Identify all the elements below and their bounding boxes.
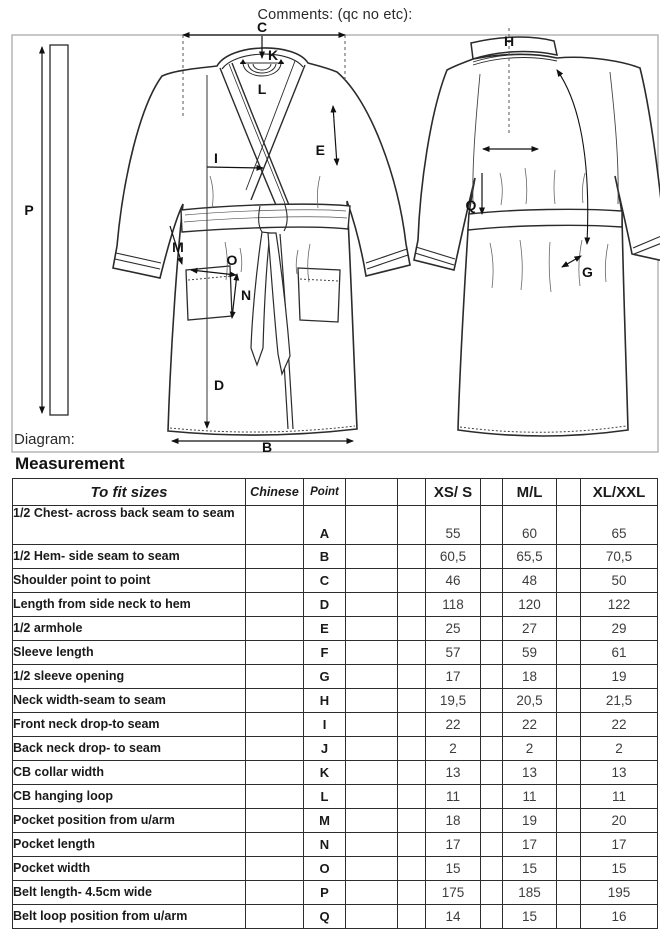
cell-chinese xyxy=(246,569,304,593)
cell-point: P xyxy=(304,881,346,905)
cell-blank xyxy=(481,506,503,545)
cell-xl: 15 xyxy=(581,857,658,881)
cell-blank xyxy=(481,617,503,641)
measurement-table xyxy=(12,478,658,929)
cell-blank xyxy=(481,665,503,689)
cell-label: Front neck drop-to seam xyxy=(13,713,246,737)
cell-ml: 60 xyxy=(503,506,557,545)
diagram-caption: Diagram: xyxy=(14,431,75,448)
cell-blank xyxy=(346,809,398,833)
spec-row-d xyxy=(13,593,658,617)
dim-label-o: O xyxy=(226,252,238,268)
cell-chinese xyxy=(246,881,304,905)
cell-blank xyxy=(398,785,426,809)
cell-xs: 13 xyxy=(426,761,481,785)
cell-xs: 2 xyxy=(426,737,481,761)
spec-row-l xyxy=(13,785,658,809)
cell-blank xyxy=(346,713,398,737)
cell-blank xyxy=(346,506,398,545)
spec-row-n xyxy=(13,833,658,857)
cell-xl: 65 xyxy=(581,506,658,545)
spec-row-c xyxy=(13,569,658,593)
cell-ml: 18 xyxy=(503,665,557,689)
cell-point: K xyxy=(304,761,346,785)
dim-label-b: B xyxy=(261,439,273,455)
header-size-xl: XL/XXL xyxy=(581,479,658,506)
cell-point: F xyxy=(304,641,346,665)
cell-blank xyxy=(398,713,426,737)
cell-blank xyxy=(557,785,581,809)
cell-blank xyxy=(346,857,398,881)
cell-blank xyxy=(346,641,398,665)
cell-point: D xyxy=(304,593,346,617)
cell-blank xyxy=(398,809,426,833)
cell-label: 1/2 armhole xyxy=(13,617,246,641)
cell-chinese xyxy=(246,809,304,833)
cell-blank xyxy=(481,833,503,857)
cell-chinese xyxy=(246,545,304,569)
spec-row-b xyxy=(13,545,658,569)
cell-label: CB collar width xyxy=(13,761,246,785)
cell-blank xyxy=(481,785,503,809)
cell-blank xyxy=(557,665,581,689)
cell-label: Length from side neck to hem xyxy=(13,593,246,617)
cell-xl: 70,5 xyxy=(581,545,658,569)
cell-blank xyxy=(398,761,426,785)
cell-ml: 120 xyxy=(503,593,557,617)
cell-blank xyxy=(557,593,581,617)
cell-xl: 13 xyxy=(581,761,658,785)
cell-xs: 19,5 xyxy=(426,689,481,713)
cell-ml: 19 xyxy=(503,809,557,833)
spec-row-f xyxy=(13,641,658,665)
cell-ml: 27 xyxy=(503,617,557,641)
cell-chinese xyxy=(246,689,304,713)
dim-label-c: C xyxy=(256,19,268,35)
cell-label: Sleeve length xyxy=(13,641,246,665)
cell-blank xyxy=(346,881,398,905)
cell-blank xyxy=(481,713,503,737)
cell-xl: 22 xyxy=(581,713,658,737)
belt-bar-drawing xyxy=(42,45,68,415)
cell-xl: 61 xyxy=(581,641,658,665)
cell-chinese xyxy=(246,665,304,689)
cell-label: Pocket width xyxy=(13,857,246,881)
cell-label: Belt length- 4.5cm wide xyxy=(13,881,246,905)
cell-blank xyxy=(398,593,426,617)
cell-blank xyxy=(398,833,426,857)
cell-blank xyxy=(481,569,503,593)
cell-point: O xyxy=(304,857,346,881)
header-size-xs: XS/ S xyxy=(426,479,481,506)
header-point: Point xyxy=(304,479,346,506)
cell-blank xyxy=(346,761,398,785)
cell-point: A xyxy=(304,506,346,545)
cell-label: Shoulder point to point xyxy=(13,569,246,593)
cell-blank xyxy=(346,617,398,641)
cell-chinese xyxy=(246,761,304,785)
header-blank-4 xyxy=(557,479,581,506)
cell-chinese xyxy=(246,506,304,545)
cell-blank xyxy=(557,761,581,785)
cell-label: 1/2 Chest- across back seam to seam xyxy=(13,506,246,545)
cell-point: Q xyxy=(304,905,346,929)
cell-xs: 25 xyxy=(426,617,481,641)
cell-blank xyxy=(557,809,581,833)
cell-point: I xyxy=(304,713,346,737)
cell-blank xyxy=(481,689,503,713)
cell-xs: 18 xyxy=(426,809,481,833)
cell-point: M xyxy=(304,809,346,833)
cell-xs: 46 xyxy=(426,569,481,593)
cell-xl: 16 xyxy=(581,905,658,929)
cell-point: G xyxy=(304,665,346,689)
cell-ml: 22 xyxy=(503,713,557,737)
cell-xs: 55 xyxy=(426,506,481,545)
cell-blank xyxy=(398,569,426,593)
cell-ml: 59 xyxy=(503,641,557,665)
cell-ml: 20,5 xyxy=(503,689,557,713)
cell-blank xyxy=(557,833,581,857)
cell-blank xyxy=(481,737,503,761)
cell-xl: 19 xyxy=(581,665,658,689)
cell-blank xyxy=(398,506,426,545)
cell-chinese xyxy=(246,641,304,665)
dim-label-h: H xyxy=(504,33,515,49)
cell-blank xyxy=(346,905,398,929)
header-blank-3 xyxy=(481,479,503,506)
cell-xl: 2 xyxy=(581,737,658,761)
back-robe-drawing xyxy=(414,37,660,436)
spec-row-h xyxy=(13,689,658,713)
cell-ml: 2 xyxy=(503,737,557,761)
cell-xs: 15 xyxy=(426,857,481,881)
cell-xs: 17 xyxy=(426,665,481,689)
cell-blank xyxy=(481,809,503,833)
cell-blank xyxy=(398,617,426,641)
cell-blank xyxy=(481,857,503,881)
dim-label-n: N xyxy=(241,287,252,303)
measurement-heading: Measurement xyxy=(15,454,125,473)
cell-blank xyxy=(346,785,398,809)
cell-chinese xyxy=(246,713,304,737)
cell-blank xyxy=(557,857,581,881)
cell-blank xyxy=(557,905,581,929)
cell-blank xyxy=(481,641,503,665)
garment-diagram xyxy=(10,18,660,455)
dim-label-d: D xyxy=(214,377,225,393)
cell-chinese xyxy=(246,593,304,617)
cell-chinese xyxy=(246,737,304,761)
spec-row-j xyxy=(13,737,658,761)
cell-blank xyxy=(346,569,398,593)
cell-ml: 17 xyxy=(503,833,557,857)
cell-blank xyxy=(398,881,426,905)
cell-blank xyxy=(557,506,581,545)
cell-xl: 50 xyxy=(581,569,658,593)
spec-row-g xyxy=(13,665,658,689)
cell-blank xyxy=(398,641,426,665)
dim-label-l: L xyxy=(257,81,267,97)
cell-blank xyxy=(398,857,426,881)
cell-blank xyxy=(557,713,581,737)
cell-chinese xyxy=(246,617,304,641)
cell-blank xyxy=(346,593,398,617)
header-chinese: Chinese xyxy=(246,479,304,506)
cell-blank xyxy=(398,545,426,569)
cell-blank xyxy=(557,545,581,569)
cell-ml: 15 xyxy=(503,857,557,881)
cell-xl: 21,5 xyxy=(581,689,658,713)
spec-row-o xyxy=(13,857,658,881)
cell-point: B xyxy=(304,545,346,569)
dim-label-q: Q xyxy=(465,197,477,213)
spec-row-i xyxy=(13,713,658,737)
cell-chinese xyxy=(246,833,304,857)
cell-blank xyxy=(398,665,426,689)
cell-xs: 22 xyxy=(426,713,481,737)
cell-chinese xyxy=(246,785,304,809)
cell-label: Belt loop position from u/arm xyxy=(13,905,246,929)
cell-point: N xyxy=(304,833,346,857)
table-header-row xyxy=(13,479,658,506)
cell-ml: 48 xyxy=(503,569,557,593)
cell-label: 1/2 sleeve opening xyxy=(13,665,246,689)
cell-ml: 65,5 xyxy=(503,545,557,569)
dim-label-p: P xyxy=(24,202,34,218)
spec-row-e xyxy=(13,617,658,641)
spec-row-k xyxy=(13,761,658,785)
cell-xs: 57 xyxy=(426,641,481,665)
cell-blank xyxy=(481,905,503,929)
cell-xs: 17 xyxy=(426,833,481,857)
cell-blank xyxy=(398,689,426,713)
cell-xl: 195 xyxy=(581,881,658,905)
cell-chinese xyxy=(246,857,304,881)
cell-blank xyxy=(557,617,581,641)
cell-label: 1/2 Hem- side seam to seam xyxy=(13,545,246,569)
cell-blank xyxy=(481,593,503,617)
cell-blank xyxy=(398,737,426,761)
cell-blank xyxy=(481,545,503,569)
cell-point: H xyxy=(304,689,346,713)
cell-blank xyxy=(557,881,581,905)
dim-label-k: K xyxy=(268,47,279,63)
comments-label: Comments: (qc no etc): xyxy=(257,7,413,23)
cell-label: CB hanging loop xyxy=(13,785,246,809)
spec-row-q xyxy=(13,905,658,929)
cell-point: C xyxy=(304,569,346,593)
header-blank-2 xyxy=(398,479,426,506)
cell-blank xyxy=(346,737,398,761)
cell-blank xyxy=(557,737,581,761)
cell-label: Neck width-seam to seam xyxy=(13,689,246,713)
cell-point: E xyxy=(304,617,346,641)
cell-point: L xyxy=(304,785,346,809)
cell-chinese xyxy=(246,905,304,929)
cell-xs: 60,5 xyxy=(426,545,481,569)
cell-xl: 20 xyxy=(581,809,658,833)
cell-blank xyxy=(346,665,398,689)
spec-row-m xyxy=(13,809,658,833)
cell-blank xyxy=(346,545,398,569)
cell-xl: 17 xyxy=(581,833,658,857)
spec-row-p xyxy=(13,881,658,905)
dim-label-m: M xyxy=(172,239,184,255)
header-to-fit-sizes: To fit sizes xyxy=(13,479,246,506)
cell-blank xyxy=(557,689,581,713)
cell-blank xyxy=(398,905,426,929)
cell-xl: 122 xyxy=(581,593,658,617)
cell-blank xyxy=(346,833,398,857)
cell-point: J xyxy=(304,737,346,761)
cell-blank xyxy=(557,641,581,665)
dim-label-i: I xyxy=(214,150,218,166)
dim-label-g: G xyxy=(582,264,593,280)
header-size-ml: M/L xyxy=(503,479,557,506)
cell-xs: 118 xyxy=(426,593,481,617)
cell-ml: 15 xyxy=(503,905,557,929)
cell-xs: 14 xyxy=(426,905,481,929)
cell-blank xyxy=(481,881,503,905)
cell-label: Pocket length xyxy=(13,833,246,857)
cell-blank xyxy=(346,689,398,713)
cell-ml: 11 xyxy=(503,785,557,809)
front-robe-drawing xyxy=(113,48,410,435)
cell-xs: 175 xyxy=(426,881,481,905)
cell-xl: 11 xyxy=(581,785,658,809)
spec-row-a xyxy=(13,506,658,545)
cell-xs: 11 xyxy=(426,785,481,809)
cell-label: Back neck drop- to seam xyxy=(13,737,246,761)
cell-blank xyxy=(481,761,503,785)
cell-xl: 29 xyxy=(581,617,658,641)
cell-ml: 185 xyxy=(503,881,557,905)
cell-ml: 13 xyxy=(503,761,557,785)
header-blank-1 xyxy=(346,479,398,506)
cell-blank xyxy=(557,569,581,593)
dim-label-e: E xyxy=(315,142,325,158)
cell-label: Pocket position from u/arm xyxy=(13,809,246,833)
